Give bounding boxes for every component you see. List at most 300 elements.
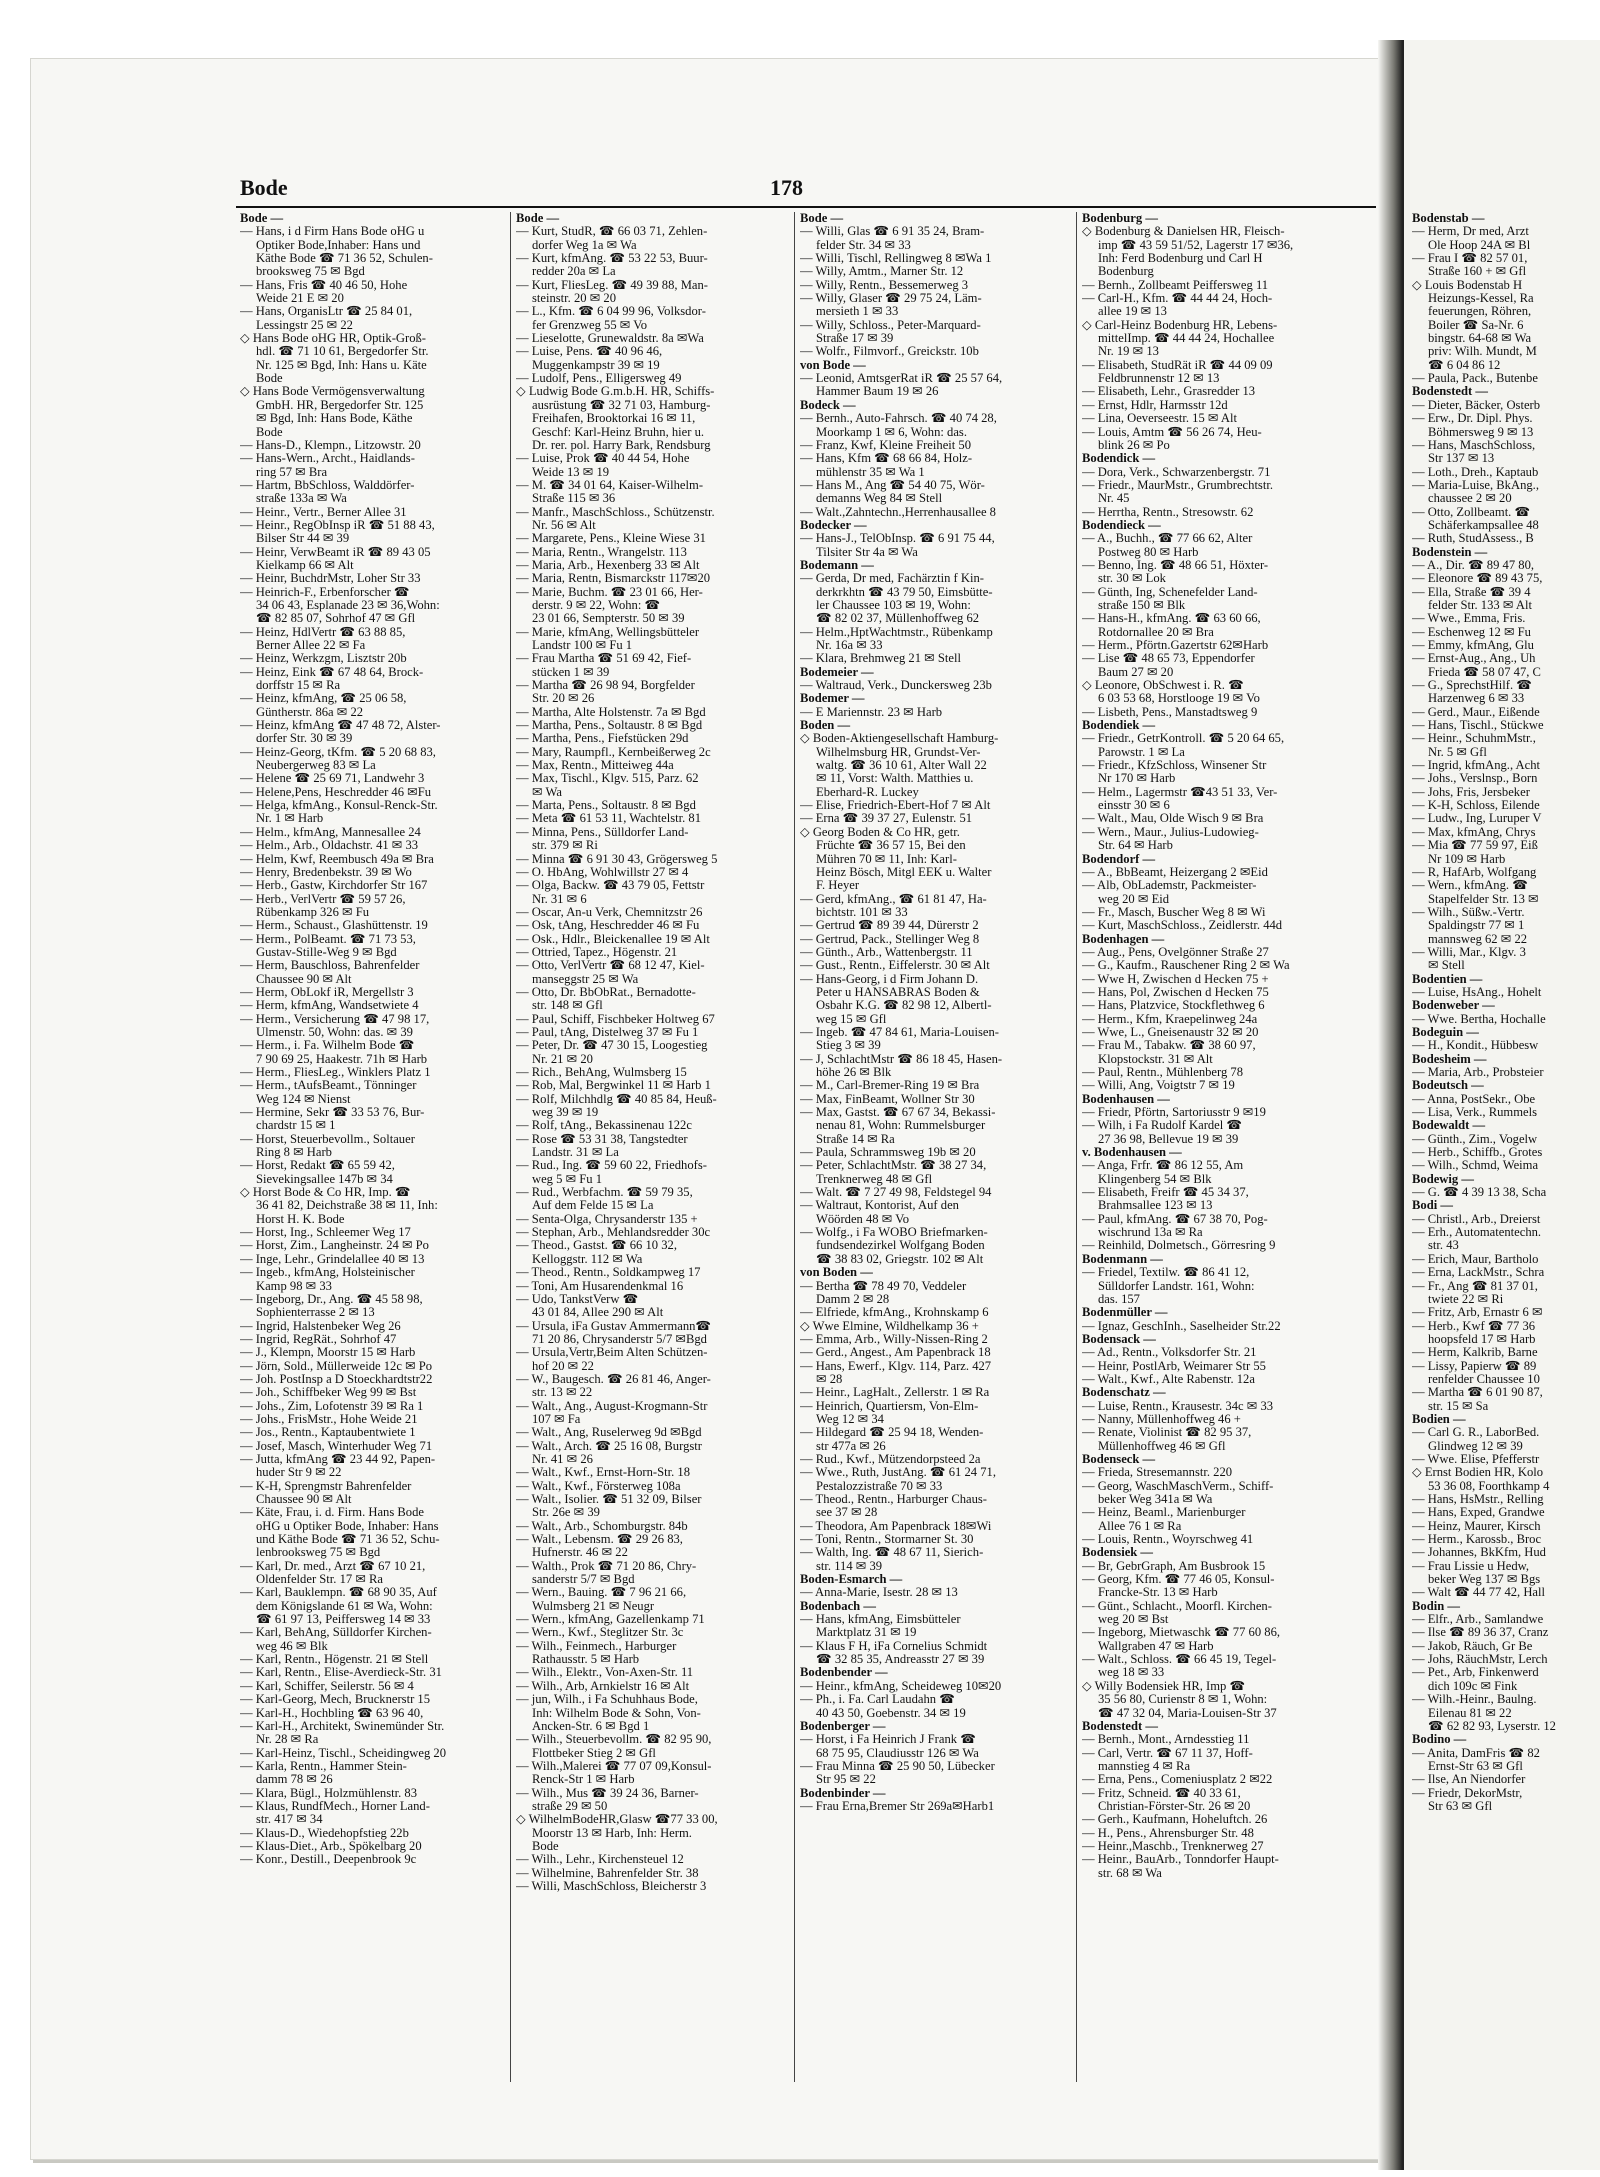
listing-line: — Gerh., Kaufmann, Hoheluftch. 26 — [1082, 1813, 1268, 1827]
listing-line: — Gertrud, Pack., Stellinger Weg 8 — [800, 932, 980, 946]
listing-line: — Louis, Amtm ☎ 56 26 74, Heu- — [1082, 425, 1262, 439]
listing-line: — Luise, Prok ☎ 40 44 54, Hohe — [516, 452, 690, 466]
listing-line: — Manfr., MaschSchloss., Schützenstr. — [516, 505, 715, 519]
listing-line: ◇ Ludwig Bode G.m.b.H. HR, Schiffs- — [516, 385, 715, 399]
listing-line: ◇ Leonore, ObSchwest i. R. ☎ — [1082, 679, 1244, 693]
listing-line: Bodendorf — — [1082, 852, 1156, 866]
listing-line: — Wilh., Schmd, Weima — [1412, 1159, 1539, 1173]
listing-line: Bodenhausen — — [1082, 1092, 1170, 1106]
listing-line: Bodenstab — — [1412, 212, 1485, 225]
listing-line: — Marie, kfmAng, Wellingsbütteler — [516, 625, 700, 639]
listing-line: derstr. 9 ✉ 22, Wohn: ☎ — [532, 598, 661, 612]
listing-line: — Hans-Wern., Archt., Haidlands- — [240, 452, 415, 466]
listing-line: oHG u Optiker Bode, Inhaber: Hans — [256, 1519, 439, 1533]
listing-line: — Willi, Glas ☎ 6 91 35 24, Bram- — [800, 225, 985, 239]
listing-line: — W., Baugesch. ☎ 26 81 46, Anger- — [516, 1372, 711, 1386]
listing-line: — Heinr, PostlArb, Weimarer Str 55 — [1082, 1359, 1266, 1373]
listing-line: — Hans, Pol, Zwischen d Hecken 75 — [1082, 985, 1269, 999]
listing-line: Bodewig — — [1412, 1172, 1474, 1186]
listing-line: — Anna, PostSekr., Obe — [1412, 1092, 1536, 1106]
listing-line: Berner Allee 22 ✉ Fa — [256, 639, 366, 652]
listing-line: — Paula, Pack., Butenbe — [1412, 372, 1538, 386]
listing-line: — L., Kfm. ☎ 6 04 99 96, Volksdor- — [516, 305, 706, 319]
listing-line: — Friedr, Pförtn, Sartoriusstr 9 ✉19 — [1082, 1106, 1266, 1120]
listing-line: Hammer Baum 19 ✉ 26 — [816, 385, 939, 399]
listing-line: feuerungen, Röhren, — [1428, 305, 1532, 319]
listing-line: — Nanny, Müllenhoffweg 46 + — [1082, 1412, 1241, 1426]
listing-line: — Günth., Zim., Vogelw — [1412, 1132, 1538, 1146]
column-rule — [510, 212, 511, 2082]
listing-line: — Hans-H., kfmAng. ☎ 63 60 66, — [1082, 612, 1261, 626]
directory-column-4 — [1082, 212, 1378, 2112]
listing-line: — Helm, Kwf, Reembusch 49a ✉ Bra — [240, 852, 434, 866]
listing-line: Damm 2 ✉ 28 — [816, 1292, 890, 1306]
listing-line: Bodenschatz — — [1082, 1386, 1166, 1400]
listing-line: Käthe Bode ☎ 71 36 52, Schulen- — [256, 252, 433, 266]
listing-line: — G., SprechstHilf. ☎ — [1412, 679, 1532, 693]
listing-line: — Martha, Pens., Fiefstücken 29d — [516, 732, 689, 746]
listing-line: straße 29 ✉ 50 — [532, 1799, 608, 1813]
listing-line: — Frau Martha ☎ 51 69 42, Fief- — [516, 652, 692, 666]
listing-line: Bodenstein — — [1412, 545, 1488, 559]
listing-line: — Reinhild, Dolmetsch., Görresring 9 — [1082, 1239, 1276, 1253]
listing-line: — Wwe., Emma, Fris. — [1412, 612, 1526, 626]
listing-line: — Max, Tischl., Klgv. 515, Parz. 62 — [516, 772, 699, 786]
listing-line: und Käthe Bode ☎ 71 36 52, Schu- — [256, 1533, 440, 1547]
listing-line: — Hans, OrganisLtr ☎ 25 84 01, — [240, 305, 413, 319]
listing-line: Rübenkamp 326 ✉ Fu — [256, 905, 370, 919]
listing-line: weg 20 ✉ Eid — [1098, 892, 1170, 906]
listing-line: — Rud., Ing. ☎ 59 60 22, Friedhofs- — [516, 1159, 707, 1173]
listing-line: — M. ☎ 34 01 64, Kaiser-Wilhelm- — [516, 478, 704, 492]
listing-line: 43 01 84, Allee 290 ✉ Alt — [532, 1306, 664, 1320]
listing-line: Boden-Esmarch — — [800, 1573, 903, 1587]
listing-line: — Wwe, L., Gneisenaustr 32 ✉ 20 — [1082, 1025, 1259, 1039]
listing-line: — Herm., Versicherung ☎ 47 98 17, — [240, 1012, 430, 1026]
listing-line: — Herm, kfmAng, Wandsetwiete 4 — [240, 999, 419, 1013]
listing-line: — Rob, Mal, Bergwinkel 11 ✉ Harb 1 — [516, 1079, 711, 1093]
listing-line: — Heinz, HdlVertr ☎ 63 88 85, — [240, 625, 406, 639]
listing-line: — Karl-H., Architekt, Swinemünder Str. — [240, 1719, 445, 1733]
listing-line: bichtstr. 101 ✉ 33 — [816, 905, 908, 919]
listing-line: felder Str. 133 ✉ Alt — [1428, 598, 1532, 612]
listing-line: — Helene ☎ 25 69 71, Landwehr 3 — [240, 772, 425, 786]
listing-line: — Herm, Kalkrib, Barne — [1412, 1346, 1538, 1360]
listing-line: dem Königslande 61 ✉ Wa, Wohn: — [256, 1599, 433, 1613]
listing-line: ☎ 32 85 35, Andreasstr 27 ✉ 39 — [816, 1653, 985, 1667]
listing-line: Boden — — [800, 719, 851, 733]
listing-line: straße 133a ✉ Wa — [256, 492, 347, 506]
listing-line: — Udo, TankstVerw ☎ — [516, 1292, 639, 1306]
listing-line: priv: Wilh. Mundt, M — [1428, 345, 1537, 359]
listing-line: — Osk, tAng, Heschredder 46 ✉ Fu — [516, 919, 700, 933]
listing-line: Straße 160 + ✉ Gfl — [1428, 265, 1527, 279]
listing-line: — Martha ☎ 26 98 94, Borgfelder — [516, 679, 695, 693]
listing-line: Ancken-Str. 6 ✉ Bgd 1 — [532, 1719, 650, 1733]
listing-line: — Wilh., Feinmech., Harburger — [516, 1639, 677, 1653]
listing-line: — Ursula,Vertr,Beim Alten Schützen- — [516, 1346, 708, 1360]
listing-line: — Heinr.,Maschb., Trenknerweg 27 — [1082, 1839, 1264, 1853]
listing-line: — Hartm, BbSchloss, Walddörfer- — [240, 478, 415, 492]
listing-line: — Wern., kfmAng. ☎ — [1412, 879, 1528, 893]
listing-line: — A., Buchh., ☎ 77 66 62, Alter — [1082, 532, 1253, 546]
listing-line: Bode — — [240, 212, 284, 225]
listing-line: — Frau Minna ☎ 25 90 50, Lübecker — [800, 1759, 995, 1773]
listing-line: — Martha, Alte Holstenstr. 7a ✉ Bgd — [516, 705, 706, 719]
listing-line: — Walth, Ing. ☎ 48 67 11, Sierich- — [800, 1546, 984, 1560]
listing-line: — Wilh, i Fa Rudolf Kardel ☎ — [1082, 1119, 1243, 1133]
listing-line: — Martha, Pens., Soltaustr. 8 ✉ Bgd — [516, 719, 703, 733]
listing-line: — Heinr., SchuhmMstr., — [1412, 732, 1536, 746]
listing-line: str. 43 — [1428, 1239, 1459, 1253]
listing-line: — Heinr, BuchdrMstr, Loher Str 33 — [240, 572, 421, 586]
listing-line: — Benno, Ing. ☎ 48 66 51, Höxter- — [1082, 558, 1269, 572]
listing-line: — Heinr., kfmAng, Scheideweg 10✉20 — [800, 1679, 1002, 1693]
listing-line: — Wilh.-Heinr., Baulng. — [1412, 1693, 1537, 1707]
listing-line: — Hans-D., Klempn., Litzowstr. 20 — [240, 438, 421, 452]
directory-column-1 — [240, 212, 504, 2112]
listing-line: bingstr. 64-68 ✉ Wa — [1428, 332, 1532, 346]
listing-line: — Bernh., Zollbeamt Peiffersweg 11 — [1082, 278, 1269, 292]
listing-line: Flottbeker Stieg 2 ✉ Gfl — [532, 1746, 656, 1760]
listing-line: — Walt. ☎ 7 27 49 98, Feldstegel 94 — [800, 1186, 992, 1200]
listing-line: — Herm., FliesLeg., Winklers Platz 1 — [240, 1066, 431, 1079]
listing-line: — Hans, i d Firm Hans Bode oHG u — [240, 225, 425, 239]
listing-line: Muggenkampstr 39 ✉ 19 — [532, 358, 660, 372]
listing-line: — Walt., Schloss. ☎ 66 45 19, Tegel- — [1082, 1653, 1277, 1667]
listing-line: — Wwe. Bertha, Hochalle — [1412, 1012, 1546, 1026]
listing-line: — Franz, Kwf, Kleine Freiheit 50 — [800, 438, 972, 452]
listing-line: — Herb., Schiffb., Grotes — [1412, 1146, 1543, 1160]
listing-line: — Inge, Lehr., Grindelallee 40 ✉ 13 — [240, 1252, 425, 1266]
listing-line: Mühren 70 ✉ 11, Inh: Karl- — [816, 852, 957, 866]
listing-line: — Max, FinBeamt, Wollner Str 30 — [800, 1092, 975, 1106]
listing-line: — Minna, Pens., Sülldorfer Land- — [516, 825, 689, 839]
listing-line: — jun, Wilh., i Fa Schuhhaus Bode, — [516, 1693, 698, 1707]
listing-line: Moorkamp 1 ✉ 6, Wohn: das. — [816, 425, 967, 439]
listing-line: ☎ 47 32 04, Maria-Louisen-Str 37 — [1098, 1706, 1277, 1720]
listing-line: — Günth, Ing, Schenefelder Land- — [1082, 585, 1258, 599]
listing-line: — Ruth, StudAssess., B — [1412, 532, 1534, 546]
listing-line: — Walt., Kwf., Alte Rabenstr. 12a — [1082, 1372, 1255, 1386]
listing-line: Bodenweber — — [1412, 999, 1495, 1013]
listing-line: — Rolf, tAng., Bekassinenau 122c — [516, 1119, 692, 1133]
listing-line: Renck-Str 1 ✉ Harb — [532, 1773, 635, 1787]
listing-line: — Kurt, MaschSchloss., Zeidlerstr. 44d — [1082, 919, 1283, 933]
listing-line: — Ilse ☎ 89 36 37, Cranz — [1412, 1626, 1549, 1640]
listing-line: — Toni, Am Husarendenkmal 16 — [516, 1279, 684, 1293]
listing-line: fundsendezirkel Wolfgang Boden — [816, 1239, 985, 1253]
listing-line: — Karl, BehAng, Sülldorfer Kirchen- — [240, 1626, 432, 1640]
listing-line: renfelder Chaussee 10 — [1428, 1372, 1540, 1386]
listing-line: 7 90 69 25, Haakestr. 71h ✉ Harb — [256, 1052, 428, 1066]
listing-line: — Elisabeth, Freifr ☎ 45 34 37, — [1082, 1186, 1249, 1200]
listing-line: chardstr 15 ✉ 1 — [256, 1119, 336, 1133]
header-rule — [236, 206, 1376, 208]
listing-line: — Gust., Rentn., Eiffelerstr. 30 ✉ Alt — [800, 959, 990, 973]
listing-line: str. 30 ✉ Lok — [1098, 572, 1166, 586]
listing-line: str. 68 ✉ Wa — [1098, 1866, 1162, 1880]
listing-line: — Horst, Zim., Langheinstr. 24 ✉ Po — [240, 1239, 429, 1253]
listing-line: — Heinr., LagHalt., Zellerstr. 1 ✉ Ra — [800, 1386, 990, 1400]
listing-line: — Johs., FrisMstr., Hohe Weide 21 — [240, 1412, 418, 1426]
listing-line: allee 19 ✉ 13 — [1098, 305, 1167, 319]
listing-line: — Helga, kfmAng., Konsul-Renck-Str. — [240, 799, 438, 813]
listing-line: — Carl-H., Kfm. ☎ 44 44 24, Hoch- — [1082, 292, 1273, 306]
listing-line: Neubergerweg 83 ✉ La — [256, 759, 376, 773]
listing-line: — A., Dir. ☎ 89 47 80, — [1412, 558, 1535, 572]
listing-line: — Ingeborg, Mietwaschk ☎ 77 60 86, — [1082, 1626, 1281, 1640]
listing-line: Auf dem Felde 15 ✉ La — [532, 1199, 654, 1213]
listing-line: — Wwe H, Zwischen d Hecken 75 + — [1082, 972, 1269, 986]
listing-line: — Leonid, AmtsgerRat iR ☎ 25 57 64, — [800, 372, 1003, 386]
listing-line: — Willi, MaschSchloss, Bleicherstr 3 — [516, 1879, 707, 1893]
listing-line: ✉ Wa — [532, 785, 562, 799]
listing-line: — Christl., Arb., Dreierst — [1412, 1212, 1541, 1226]
listing-line: — G. ☎ 4 39 13 38, Scha — [1412, 1186, 1547, 1200]
listing-line: 107 ✉ Fa — [532, 1412, 581, 1426]
listing-line: Nr. 5 ✉ Gfl — [1428, 745, 1487, 759]
listing-line: — Heinz, Eink ☎ 67 48 64, Brock- — [240, 665, 424, 679]
listing-line: Bodin — — [1412, 1599, 1460, 1613]
listing-line: steinstr. 20 ✉ 20 — [532, 292, 617, 306]
listing-line: Rotdornallee 20 ✉ Bra — [1098, 625, 1214, 639]
listing-line: — Osk., Hdlr., Bleickenallee 19 ✉ Alt — [516, 932, 710, 946]
listing-line: — Jakob, Räuch, Gr Be — [1412, 1639, 1533, 1653]
listing-line: — Walt., Ang., August-Krogmann-Str — [516, 1399, 708, 1413]
listing-line: von Boden — — [800, 1266, 873, 1280]
listing-line: mannsweg 62 ✉ 22 — [1428, 932, 1528, 946]
listing-line: — Theod., Rentn., Soldkampweg 17 — [516, 1266, 701, 1280]
listing-line: — Karl-H., Hochbling ☎ 63 96 40, — [240, 1706, 424, 1720]
listing-line: — Joh. PostInsp a D Stoeckhardtstr22 — [240, 1372, 433, 1386]
listing-line: — Henry, Bredenbekstr. 39 ✉ Wo — [240, 865, 412, 879]
listing-line: — Günth., Arb., Wattenbergstr. 11 — [800, 945, 973, 959]
listing-line: Sophienterrasse 2 ✉ 13 — [256, 1306, 375, 1320]
listing-line: beker Weg 341a ✉ Wa — [1098, 1493, 1213, 1506]
listing-line: — Friedr., GetrKontroll. ☎ 5 20 64 65, — [1082, 732, 1285, 746]
listing-line: — Ingeborg, Dr., Ang. ☎ 45 58 98, — [240, 1292, 423, 1306]
listing-line: mittelImp. ☎ 44 44 24, Hochallee — [1098, 332, 1275, 346]
listing-line: — Wwe., Ruth, JustAng. ☎ 61 24 71, — [800, 1466, 996, 1480]
listing-line: höhe 26 ✉ Blk — [816, 1066, 892, 1079]
listing-line: 36 41 82, Deichstraße 38 ✉ 11, Inh: — [256, 1199, 438, 1213]
listing-line: — Herm, ObLokf iR, Mergellstr 3 — [240, 985, 414, 999]
listing-line: — Ernst, Hdlr, Harmsstr 12d — [1082, 398, 1228, 412]
listing-line: — Luise, Rentn., Krausestr. 34c ✉ 33 — [1082, 1399, 1274, 1413]
listing-line: — Hans M., Ang ☎ 54 40 75, Wör- — [800, 478, 985, 492]
listing-line: v. Bodenhausen — — [1082, 1146, 1182, 1160]
listing-line: Bodendiek — — [1082, 719, 1156, 733]
listing-line: — Paul, Schiff, Fischbeker Holtweg 67 — [516, 1012, 715, 1026]
listing-line: — Ottried, Tapez., Högenstr. 21 — [516, 945, 678, 959]
listing-line: ☎ 38 83 02, Griegstr. 102 ✉ Alt — [816, 1252, 984, 1266]
listing-line: Harzenweg 6 ✉ 33 — [1428, 692, 1525, 706]
directory-column-next-page — [1412, 212, 1600, 2112]
listing-line: Bodenbender — — [800, 1666, 888, 1680]
listing-line: — Wern., Bauing. ☎ 7 96 21 66, — [516, 1586, 687, 1600]
listing-line: — Elisabeth, Lehr., Grasredder 13 — [1082, 385, 1256, 399]
listing-line: — Mia ☎ 77 59 97, Eiß — [1412, 839, 1538, 853]
listing-line: — Theodora, Am Papenbrack 18✉Wi — [800, 1519, 992, 1533]
listing-line: mühlenstr 35 ✉ Wa 1 — [816, 465, 925, 479]
listing-line: — Fr., Masch, Buscher Weg 8 ✉ Wi — [1082, 905, 1266, 919]
listing-line: — Klara, Brehmweg 21 ✉ Stell — [800, 652, 961, 666]
listing-line: — Elisabeth, StudRät iR ☎ 44 09 09 — [1082, 358, 1273, 372]
listing-line: waltg. ☎ 36 10 61, Alter Wall 22 — [816, 759, 987, 773]
listing-line: damm 78 ✉ 26 — [256, 1773, 333, 1787]
listing-line: — Heinrich, Quartiersm, Von-Elm- — [800, 1399, 979, 1413]
listing-line: Bodemann — — [800, 558, 874, 572]
listing-line: Klingenberg 54 ✉ Blk — [1098, 1172, 1212, 1186]
listing-line: — Walt., Arb., Schomburgstr. 84b — [516, 1519, 688, 1533]
listing-line: — Willy, Glaser ☎ 29 75 24, Läm- — [800, 292, 982, 306]
listing-line: — Frau I ☎ 82 57 01, — [1412, 252, 1528, 266]
listing-line: Bode — — [800, 212, 844, 225]
listing-line: — Herb., VerlVertr ☎ 59 57 26, — [240, 892, 406, 906]
listing-line: — Max, Rentn., Mitteiweg 44a — [516, 759, 674, 773]
listing-line: Bodenbach — — [800, 1599, 876, 1613]
listing-line: — Josef, Masch, Winterhuder Weg 71 — [240, 1439, 433, 1453]
page-number: 178 — [770, 175, 803, 200]
listing-line: — Ilse, An Niendorfer — [1412, 1773, 1526, 1787]
listing-line: ◇ Hans Bode Vermögensverwaltung — [240, 385, 425, 399]
listing-line: Kielkamp 66 ✉ Alt — [256, 558, 354, 572]
listing-line: — Hans-Georg, i d Firm Johann D. — [800, 972, 979, 986]
listing-line: ◇ Boden-Aktiengesellschaft Hamburg- — [800, 732, 999, 746]
listing-line: ✉ 28 — [816, 1372, 843, 1386]
listing-line: — Waltraut, Kontorist, Auf den — [800, 1199, 959, 1213]
listing-line: — Joh., Schiffbeker Weg 99 ✉ Bst — [240, 1386, 417, 1400]
listing-line: — Mary, Raumpfl., Kernbeißerweg 2c — [516, 745, 711, 759]
listing-line: Bodenmüller — — [1082, 1306, 1168, 1320]
listing-line: Hufnerstr. 46 ✉ 22 — [532, 1546, 628, 1560]
listing-line: Horst H. K. Bode — [256, 1212, 345, 1226]
listing-line: weg 18 ✉ 33 — [1098, 1666, 1165, 1680]
listing-line: Bodien — — [1412, 1412, 1466, 1426]
listing-line: — Herm., i. Fa. Wilhelm Bode ☎ — [240, 1039, 415, 1053]
listing-line: — Hans, Kfm ☎ 68 66 84, Holz- — [800, 452, 973, 466]
listing-line: einsstr 30 ✉ 6 — [1098, 799, 1170, 813]
listing-line: Glindweg 12 ✉ 39 — [1428, 1439, 1523, 1453]
listing-line: — Anita, DamFris ☎ 82 — [1412, 1746, 1540, 1760]
listing-line: — Klaus, RundfMech., Horner Land- — [240, 1799, 430, 1813]
listing-line: hof 20 ✉ 22 — [532, 1359, 594, 1373]
listing-line: wischrund 13a ✉ Ra — [1098, 1226, 1203, 1240]
listing-line: — Luise, HsAng., Hohelt — [1412, 985, 1542, 999]
listing-line: — Heinr, VerwBeamt iR ☎ 89 43 05 — [240, 545, 431, 559]
listing-line: Straße 14 ✉ Ra — [816, 1132, 895, 1146]
listing-line: ☎ 62 82 93, Lyserstr. 12 — [1428, 1719, 1556, 1733]
listing-line: — Kurt, FliesLeg. ☎ 49 39 88, Man- — [516, 278, 708, 292]
listing-line: Chaussee 90 ✉ Alt — [256, 1493, 352, 1506]
listing-line: Str. 26e ✉ 39 — [532, 1506, 600, 1520]
listing-line: Marktplatz 31 ✉ 19 — [816, 1626, 917, 1640]
listing-line: Bodenburg — [1098, 265, 1154, 279]
listing-line: lenbrooksweg 75 ✉ Bgd — [256, 1546, 381, 1560]
listing-line: Bodenburg — — [1082, 212, 1158, 225]
listing-line: Bodemeier — — [800, 665, 874, 679]
listing-line: Bodeck — — [800, 398, 856, 412]
listing-line: — Helm., Arb., Oldachstr. 41 ✉ 33 — [240, 839, 419, 853]
listing-line: — Herm., Karossb., Broc — [1412, 1533, 1542, 1547]
listing-line: ◇ Wwe Elmine, Wildhelkamp 36 + — [800, 1319, 979, 1333]
listing-line: — Br, GebrGraph, Am Busbrook 15 — [1082, 1559, 1266, 1573]
listing-line: — Luise, Pens. ☎ 40 96 46, — [516, 345, 663, 359]
listing-line: — Rich., BehAng, Wulmsberg 15 — [516, 1066, 687, 1079]
listing-line: — Maria, Rentn, Bismarckstr 117✉20 — [516, 572, 711, 586]
listing-line: Früchte ☎ 36 57 15, Bei den — [816, 839, 966, 853]
listing-line: — Minna ☎ 6 91 30 43, Grögersweg 5 — [516, 852, 718, 866]
listing-line: Bodi — — [1412, 1199, 1453, 1213]
listing-line: — Ingeb., kfmAng, Holsteinischer — [240, 1266, 415, 1280]
listing-line: — O. HbAng, Wohlwillstr 27 ✉ 4 — [516, 865, 689, 879]
listing-line: — E Mariennstr. 23 ✉ Harb — [800, 705, 943, 719]
listing-line: — Frieda, Stresemannstr. 220 — [1082, 1466, 1233, 1480]
listing-line: see 37 ✉ 28 — [816, 1506, 878, 1520]
listing-line: Bodenstedt — — [1412, 385, 1488, 399]
listing-line: — Walt ☎ 44 77 42, Hall — [1412, 1586, 1546, 1600]
listing-line: — Marta, Pens., Soltaustr. 8 ✉ Bgd — [516, 799, 696, 813]
listing-line: — J, SchlachtMstr ☎ 86 18 45, Hasen- — [800, 1052, 1003, 1066]
listing-line: Bodesheim — — [1412, 1052, 1487, 1066]
listing-line: — Herm., PolBeamt. ☎ 71 73 53, — [240, 932, 416, 946]
listing-line: ◇ Georg Boden & Co HR, getr. — [800, 825, 960, 839]
listing-line: 23 01 66, Sempterstr. 50 ✉ 39 — [532, 612, 685, 626]
listing-line: von Bode — — [800, 358, 866, 372]
listing-line: Weg 124 ✉ Nienst — [256, 1092, 351, 1106]
listing-line: Sülldorfer Landstr. 161, Wohn: — [1098, 1279, 1255, 1293]
listing-line: Weide 13 ✉ 19 — [532, 465, 610, 479]
listing-line: Inh: Ferd Bodenburg und Carl H — [1098, 252, 1263, 266]
listing-line: — Karl, Bauklempn. ☎ 68 90 35, Auf — [240, 1586, 437, 1600]
directory-column-2 — [516, 212, 788, 2112]
listing-line: Landstr 100 ✉ Fu 1 — [532, 639, 633, 652]
listing-line: Nr 170 ✉ Harb — [1098, 772, 1176, 786]
listing-line: — Walt., Isolier. ☎ 51 32 09, Bilser — [516, 1493, 702, 1506]
listing-line: str. 15 ✉ Sa — [1428, 1399, 1489, 1413]
listing-line: — Waltraud, Verk., Dunckersweg 23b — [800, 679, 992, 693]
listing-line: Parowstr. 1 ✉ La — [1098, 745, 1185, 759]
listing-line: Trenknerweg 48 ✉ Gfl — [816, 1172, 933, 1186]
listing-line: weg 39 ✉ 19 — [532, 1106, 599, 1120]
listing-line: Gustav-Stille-Weg 9 ✉ Bgd — [256, 945, 397, 959]
listing-line: — Wilh., Elektr., Von-Axen-Str. 11 — [516, 1666, 694, 1680]
listing-line: — Paul, tAng, Distelweg 37 ✉ Fu 1 — [516, 1025, 699, 1039]
listing-line: str 477a ✉ 26 — [816, 1439, 886, 1453]
listing-line: — Herm, Bauschloss, Bahrenfelder — [240, 959, 420, 973]
listing-line: — Wwe. Elise, Pfefferstr — [1412, 1452, 1540, 1466]
listing-line: — Willy, Schloss., Peter-Marquard- — [800, 318, 981, 332]
listing-line: dorfer Str. 30 ✉ 39 — [256, 732, 353, 746]
listing-line: chaussee 2 ✉ 20 — [1428, 492, 1512, 506]
listing-line: — Ludolf, Pens., Elligersweg 49 — [516, 372, 682, 386]
listing-line: — Johannes, BkKfm, Hud — [1412, 1546, 1546, 1560]
listing-line: — Erh., Automatentechn. — [1412, 1226, 1542, 1240]
listing-line: — Walt., Arch. ☎ 25 16 08, Burgstr — [516, 1439, 702, 1453]
listing-line: — Karla, Rentn., Hammer Stein- — [240, 1759, 407, 1773]
listing-line: — Walt., Lebensm. ☎ 29 26 83, — [516, 1533, 683, 1547]
listing-line: Postweg 80 ✉ Harb — [1098, 545, 1199, 559]
listing-line: Bode — [532, 1839, 559, 1853]
listing-line: — Emma, Arb., Willy-Nissen-Ring 2 — [800, 1332, 988, 1346]
listing-line: Bodenseck — — [1082, 1452, 1156, 1466]
listing-line: — Johs., Verslnsp., Born — [1412, 772, 1538, 786]
listing-line: — H., Kondit., Hübbesw — [1412, 1039, 1539, 1053]
listing-line: — Paul, Rentn., Mühlenberg 78 — [1082, 1066, 1244, 1079]
listing-line: — Fritz, Schneid. ☎ 40 33 61, — [1082, 1786, 1241, 1800]
listing-line: — Olga, Backw. ☎ 43 79 05, Fettstr — [516, 879, 705, 893]
